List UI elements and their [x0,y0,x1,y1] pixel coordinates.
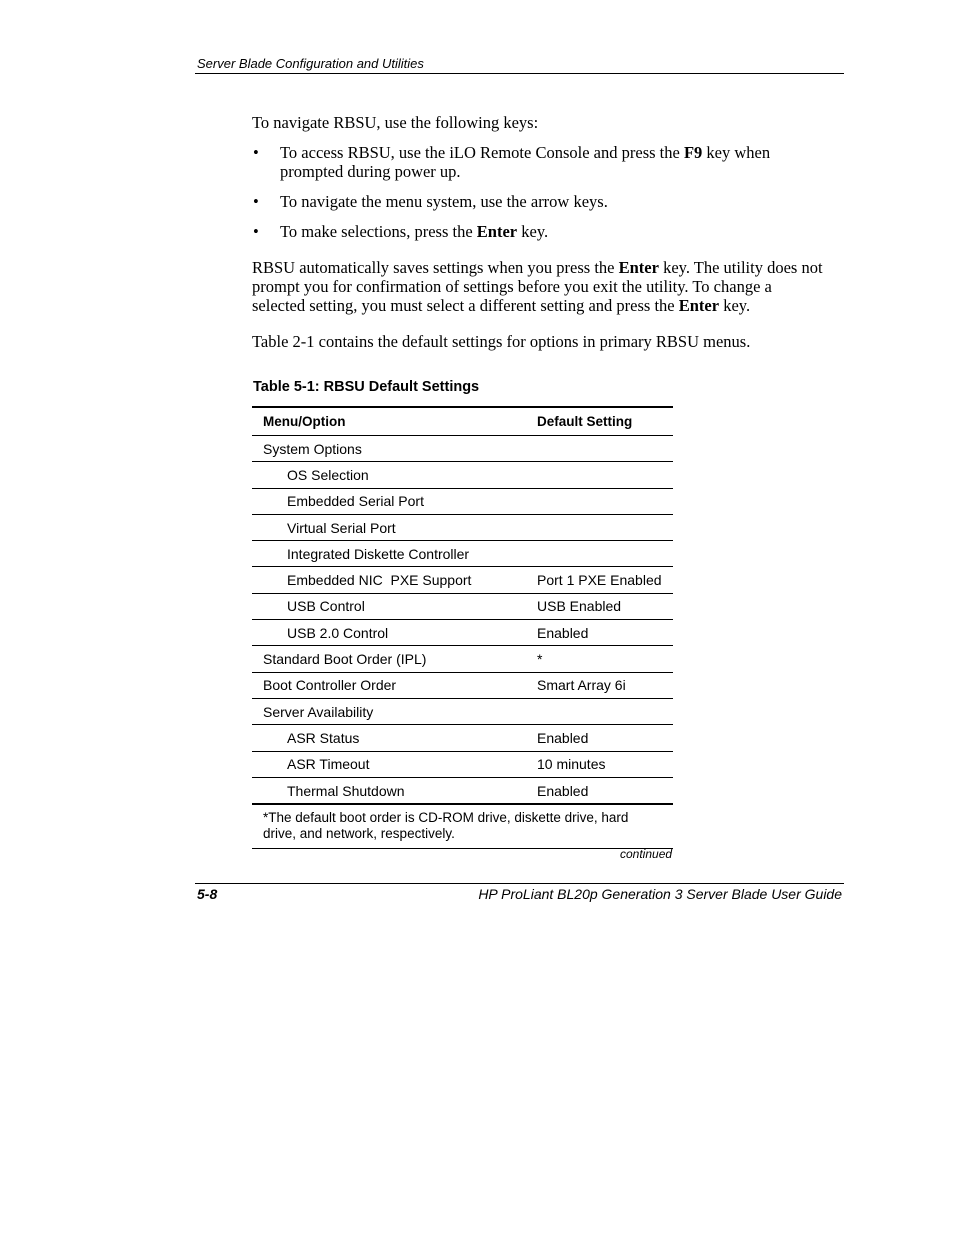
page-number: 5-8 [197,886,218,902]
setting-cell [527,698,673,724]
list-item [252,192,827,211]
setting-cell [527,488,673,514]
table-row [252,514,673,540]
guide-title: HP ProLiant BL20p Generation 3 Server Blade User Guide [478,886,842,902]
option-cell: Thermal Shutdown [252,777,527,804]
key-name: Enter [618,258,659,277]
bullet-icon: • [253,143,259,162]
table-row [252,593,673,619]
setting-cell: * [527,646,673,672]
table-row [252,725,673,751]
setting-cell: Enabled [527,620,673,646]
table-row [252,436,673,462]
setting-cell: USB Enabled [527,593,673,619]
bullet-text: To navigate the menu system, use the arrow keys. [280,192,608,211]
table-row [252,541,673,567]
list-item [252,143,827,181]
table-row [252,620,673,646]
paragraph-text: RBSU automatically saves settings when you press the [252,258,619,277]
setting-cell: Port 1 PXE Enabled [527,567,673,593]
continued-label: continued [620,847,673,861]
footer-rule [195,883,844,884]
option-cell: Embedded NIC PXE Support [252,567,527,593]
table-row [252,567,673,593]
table-row [252,488,673,514]
option-cell: System Options [252,436,527,462]
option-cell: Server Availability [252,698,527,724]
paragraph-text: key. The utility does not prompt you for confirmation of settings before you exit the utility. To change a selected setting, you must select a different setting and press the [252,258,823,315]
bullet-text-before: To make selections, press the [280,222,477,241]
setting-cell: Enabled [527,725,673,751]
bullet-text-before: To access RBSU, use the iLO Remote Console and press the [280,143,684,162]
intro-paragraph: To navigate RBSU, use the following keys: [252,113,539,132]
list-item [252,222,827,241]
running-header: Server Blade Configuration and Utilities [197,56,424,71]
key-name: Enter [678,296,720,315]
setting-cell: Smart Array 6i [527,672,673,698]
option-cell: USB Control [252,593,527,619]
bullet-text-after: key. [517,222,549,241]
autosave-paragraph [252,258,827,315]
rbsu-settings-table [252,406,673,849]
option-cell: ASR Timeout [252,751,527,777]
table-row [252,462,673,488]
table-header-row [252,407,673,436]
setting-cell: 10 minutes [527,751,673,777]
bullet-icon: • [253,222,259,241]
table-row [252,751,673,777]
paragraph-text: key. [719,296,751,315]
table-caption: Table 5-1: RBSU Default Settings [253,379,480,395]
bullet-text-after: key when prompted during power up. [280,143,771,181]
option-cell: OS Selection [252,462,527,488]
option-cell: Virtual Serial Port [252,514,527,540]
key-list [252,143,827,241]
option-cell: Boot Controller Order [252,672,527,698]
setting-cell [527,462,673,488]
table-row [252,698,673,724]
option-cell: Embedded Serial Port [252,488,527,514]
option-cell: USB 2.0 Control [252,620,527,646]
column-header-option: Menu/Option [252,407,527,436]
table-reference-paragraph: Table 2-1 contains the default settings for options in primary RBSU menus. [252,332,751,351]
option-cell: ASR Status [252,725,527,751]
setting-cell: Enabled [527,777,673,804]
table-footnote: *The default boot order is CD-ROM drive, diskette drive, hard drive, and network, respectively. [252,804,673,849]
body-text [252,113,827,351]
table-footnote-row [252,804,673,849]
setting-cell [527,541,673,567]
bullet-icon: • [253,192,259,211]
key-name: Enter [476,222,518,241]
setting-cell [527,514,673,540]
table-row [252,646,673,672]
option-cell: Standard Boot Order (IPL) [252,646,527,672]
header-rule [195,73,844,74]
table-row [252,777,673,804]
column-header-setting: Default Setting [527,407,673,436]
table-row [252,672,673,698]
key-name: F9 [683,143,703,162]
setting-cell [527,436,673,462]
option-cell: Integrated Diskette Controller [252,541,527,567]
